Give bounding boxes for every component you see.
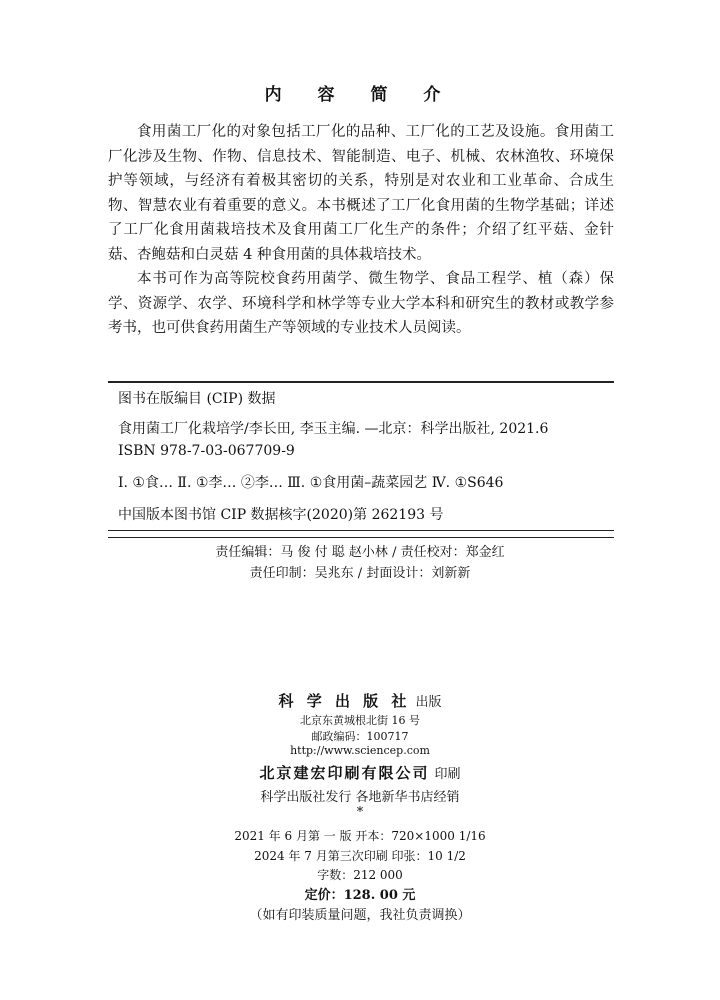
cip-record: 中国版本图书馆 CIP 数据核字(2020)第 262193 号: [118, 507, 444, 523]
separator-asterisk: *: [356, 805, 364, 820]
cip-isbn: ISBN 978-7-03-067709-9: [118, 443, 295, 459]
edition-line: 2021 年 6 月第 一 版 开本：720×1000 1/16: [234, 829, 486, 843]
editors-line-2: 责任印制：吴兆东 / 封面设计：刘新新: [249, 566, 471, 581]
publisher-address: 北京东黄城根北街 16 号: [300, 714, 420, 727]
content-summary: [108, 120, 614, 341]
distribution-line: 科学出版社发行 各地新华书店经销: [260, 790, 460, 805]
summary-paragraph-1: 食用菌工厂化的对象包括工厂化的品种、工厂化的工艺及设施。食用菌工厂化涉及生物、作物、信息技术、智能制造、电子、机械、农林渔牧、环境保护等领域，与经济有着极其密切的关系，特别是对农业和工业革命、合成生物、智慧农业有着重要的意义。本书概述了工厂化食用菌的生物学基础；详述了工厂化食用菌栽培技术及食用菌工厂化生产的条件；介绍了红平菇、金针菇、杏鲍菇和白灵菇 4 种食用菌的具体栽培技术。: [108, 124, 614, 263]
publisher-website: http://www.sciencep.com: [290, 744, 430, 757]
printing-line: 2024 年 7 月第三次印刷 印张：10 1/2: [254, 849, 466, 863]
printer-line: [0, 762, 720, 783]
printer-suffix: 印刷: [434, 767, 461, 782]
section-title: 内 容 简 介: [264, 85, 456, 105]
cip-top-rule: [108, 381, 614, 383]
cip-heading: 图书在版编目 (CIP) 数据: [118, 391, 276, 407]
summary-paragraph-2: 本书可作为高等院校食药用菌学、微生物学、食品工程学、植（森）保学、资源学、农学、环境科学和林学等专业大学本科和研究生的教材或教学参考书，也可供食药用菌生产等领域的专业技术人员阅读。: [108, 271, 614, 336]
publisher-suffix: 出版: [415, 695, 442, 710]
cip-book-line: 食用菌工厂化栽培学/李长田, 李玉主编. —北京：科学出版社, 2021.6: [118, 421, 549, 437]
printer-name: 北京建宏印刷有限公司: [259, 764, 430, 782]
publisher-line: [0, 690, 720, 711]
cip-bottom-rule: [108, 537, 614, 538]
price: 定价：128. 00 元: [304, 888, 416, 903]
cip-divider: [108, 530, 614, 531]
cip-classification: Ⅰ. ①食… Ⅱ. ①李… ②李… Ⅲ. ①食用菌–蔬菜园艺 Ⅳ. ①S646: [118, 475, 504, 491]
publisher-name: 科 学 出 版 社: [278, 692, 411, 710]
word-count: 字数：212 000: [317, 868, 403, 882]
publisher-postcode: 邮政编码：100717: [311, 730, 409, 743]
quality-notice: （如有印装质量问题，我社负责调换）: [249, 908, 471, 923]
editors-line-1: 责任编辑：马 俊 付 聪 赵小林 / 责任校对：郑金红: [215, 545, 505, 560]
